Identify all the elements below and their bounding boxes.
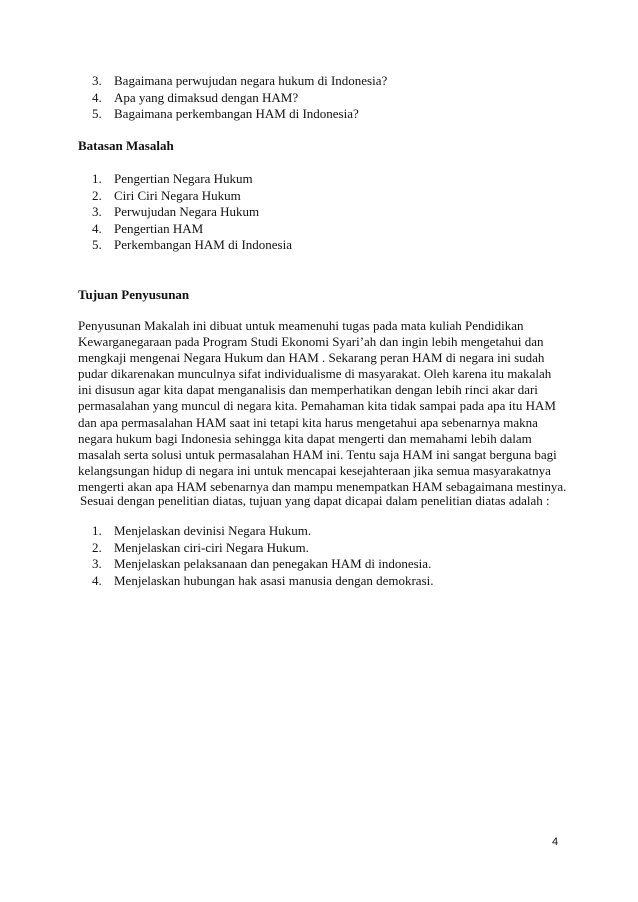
paragraph-line: Kewarganegaraan pada Program Studi Ekonomi Syari’ah dan ingin lebih mengetahui dan	[78, 334, 544, 350]
batasan-heading: Batasan Masalah	[78, 138, 174, 153]
list-item	[92, 237, 292, 254]
list-text: Menjelaskan hubungan hak asasi manusia dengan demokrasi.	[114, 572, 434, 588]
list-item	[92, 171, 292, 188]
tujuan-paragraph	[78, 318, 568, 495]
list-number: 2.	[92, 187, 102, 203]
list-item	[92, 221, 292, 238]
list-number: 3.	[92, 204, 102, 220]
list-number: 1.	[92, 171, 102, 186]
list-item	[92, 573, 434, 590]
list-item	[92, 73, 387, 90]
paragraph-line: dan apa permasalahan HAM saat ini tetapi kita harus mengetahui apa sebenarnya makna	[78, 414, 538, 430]
list-number: 1.	[92, 523, 102, 538]
list-item	[92, 106, 387, 123]
rumusan-list-continued	[92, 73, 387, 123]
list-text: Bagaimana perkembangan HAM di Indonesia?	[114, 106, 359, 122]
list-item	[92, 90, 387, 107]
paragraph-line: pudar dikarenakan munculnya sifat individualisme di masyarakat. Oleh karena itu makalah	[78, 366, 552, 382]
paragraph-line: masalah serta solusi untuk permasalahan HAM ini. Tentu saja HAM ini sangat berguna bagi	[78, 446, 557, 462]
list-number: 3.	[92, 556, 102, 572]
list-text: Menjelaskan pelaksanaan dan penegakan HAM di indonesia.	[114, 556, 432, 572]
tujuan-intro: Sesuai dengan penelitian diatas, tujuan yang dapat dicapai dalam penelitian diatas adalah :	[80, 493, 550, 508]
list-text: Perwujudan Negara Hukum	[114, 204, 260, 220]
list-number: 3.	[92, 73, 102, 88]
list-text: Pengertian HAM	[114, 220, 204, 236]
list-item	[92, 556, 434, 573]
batasan-list	[92, 171, 292, 254]
list-text: Pengertian Negara Hukum	[114, 171, 253, 186]
list-text: Perkembangan HAM di Indonesia	[114, 237, 292, 253]
list-item	[92, 188, 292, 205]
list-number: 4.	[92, 220, 102, 236]
paragraph-line: ini disusun agar kita dapat menganalisis dan memperhatikan dengan lebih rinci akar dari	[78, 382, 538, 398]
list-item	[92, 204, 292, 221]
list-text: Ciri Ciri Negara Hukum	[114, 187, 241, 203]
tujuan-heading: Tujuan Penyusunan	[78, 287, 190, 302]
paragraph-line: mengerti akan apa HAM sebenarnya dan mampu menempatkan HAM sebagaimana mestinya.	[78, 478, 567, 494]
list-number: 5.	[92, 106, 102, 122]
list-text: Bagaimana perwujudan negara hukum di Indonesia?	[114, 73, 388, 88]
list-item	[92, 540, 434, 557]
list-number: 5.	[92, 237, 102, 253]
paragraph-line: kelangsungan hidup di negara ini untuk mencapai kesejahteraan jika semua masyarakatnya	[78, 462, 551, 478]
list-text: Menjelaskan devinisi Negara Hukum.	[114, 523, 312, 538]
list-item	[92, 523, 434, 540]
list-number: 4.	[92, 572, 102, 588]
paragraph-line: mengkaji mengenai Negara Hukum dan HAM . Sekarang peran HAM di negara ini sudah	[78, 350, 545, 366]
paragraph-line: Penyusunan Makalah ini dibuat untuk meamenuhi tugas pada mata kuliah Pendidikan	[78, 318, 524, 333]
tujuan-list	[92, 523, 434, 589]
paragraph-line: negara hukum bagi Indonesia sehingga kita dapat mengerti dan memahami lebih dalam	[78, 430, 532, 446]
list-text: Apa yang dimaksud dengan HAM?	[114, 89, 299, 105]
list-text: Menjelaskan ciri-ciri Negara Hukum.	[114, 539, 309, 555]
list-number: 2.	[92, 539, 102, 555]
paragraph-line: permasalahan yang muncul di negara kita. Pemahaman kita tidak sampai pada apa itu HAM	[78, 398, 556, 414]
list-number: 4.	[92, 89, 102, 105]
page-number: 4	[552, 836, 559, 848]
